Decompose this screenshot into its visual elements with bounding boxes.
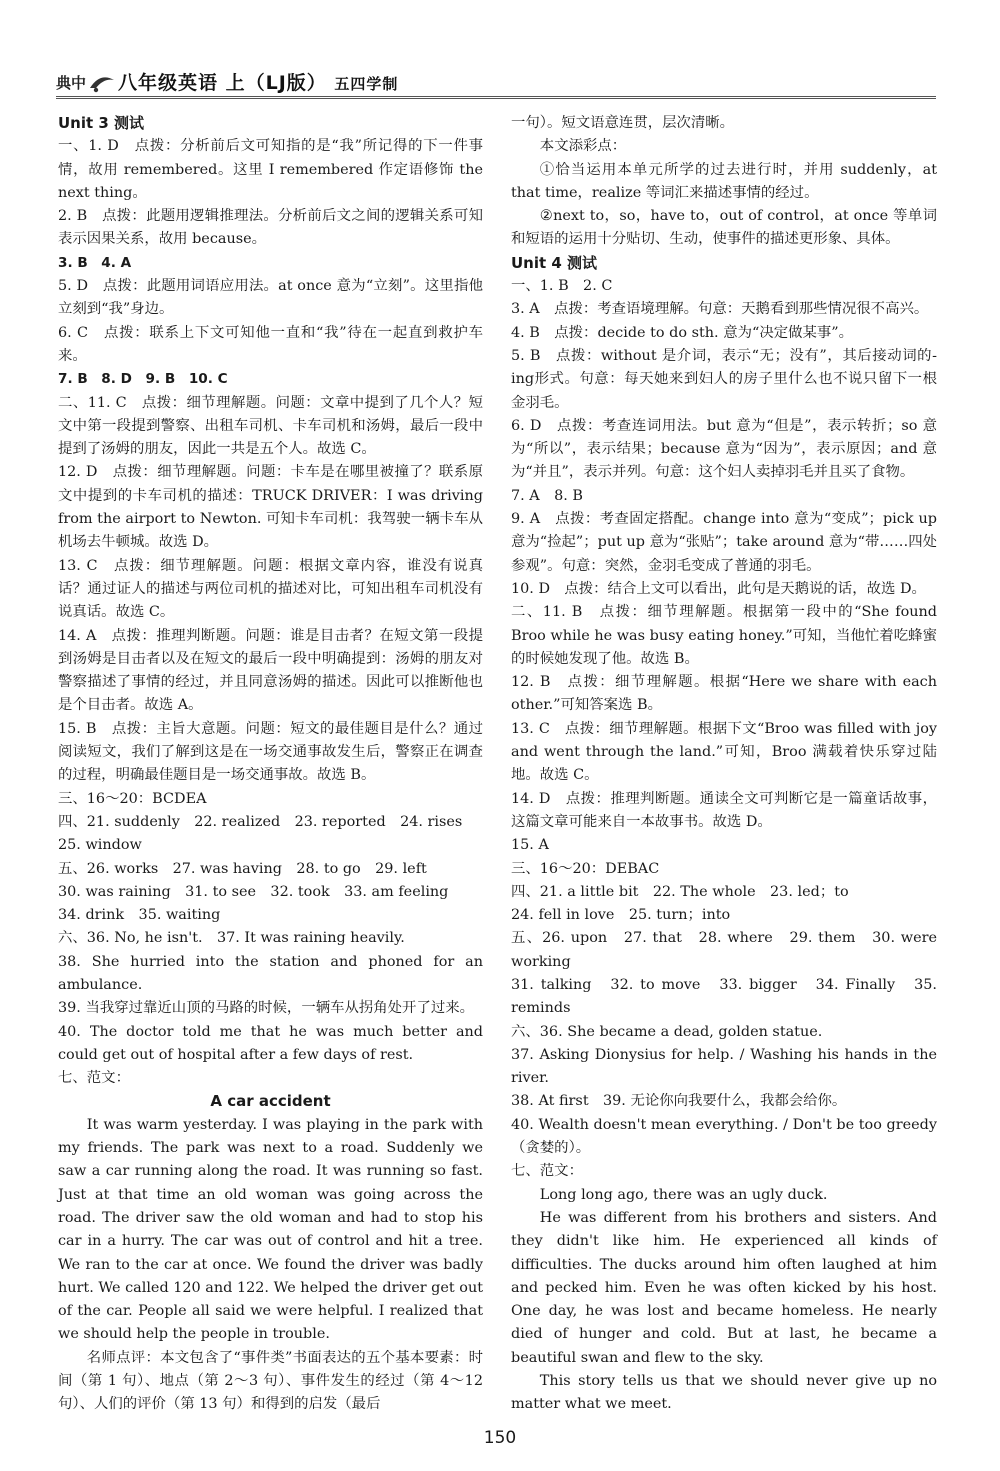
answer-item: 24. fell in love 25. turn；into [511, 907, 731, 924]
answer-item: 25. window [58, 837, 142, 854]
essay-text: He was different from his brothers and sisters. And they didn't like him. He experienced all kinds of difficulties. The ducks around him often laughed at him and pecked him. Even he was often kicked by his host. One day, he was lost and became homeless. He nearly died of hunger and cold. But at last, he became a beautiful swan and flew to the sky. [511, 1209, 937, 1366]
answer-item: 二、11. C 点拨：细节理解题。问题：文章中提到了几个人？短文中第一段提到警察、出租车司机、卡车司机和汤姆，最后一段中提到了汤姆的朋友，因此一共是五个人。故选 C。 [58, 394, 483, 458]
essay-text: This story tells us that we should never give up no matter what we meet. [511, 1373, 937, 1413]
answer-item: 七、范文： [511, 1163, 583, 1180]
answer-item: 39. 当我穿过靠近山顶的马路的时候，一辆车从拐角处开了过来。 [58, 1000, 475, 1017]
page-header [56, 68, 946, 96]
teacher-comment: 名师点评：本文包含了“事件类”书面表达的五个基本要素：时间（第 1 句）、地点（第 2～3 句）、事件发生的经过（第 4～12 句）、人们的评价（第 13 句）和得到的启发（最后 [58, 1349, 483, 1413]
answer-item: 五、26. works 27. was having 28. to go 29. left [58, 860, 427, 877]
highlight-title: 本文添彩点： [539, 138, 627, 155]
answer-item: 34. drink 35. waiting [58, 907, 221, 924]
left-column [58, 112, 483, 1417]
answer-item: 五、26. upon 27. that 28. where 29. them 30. were working [511, 930, 937, 970]
highlight-point: ①恰当运用本单元所学的过去进行时，并用 suddenly，at that time，realize 等词汇来描述事情的经过。 [511, 161, 937, 201]
answer-item: 四、21. a little bit 22. The whole 23. led；to [511, 883, 849, 900]
answer-item: 四、21. suddenly 22. realized 23. reported 24. rises [58, 813, 463, 830]
answer-item: 38. She hurried into the station and phoned for an ambulance. [58, 953, 483, 993]
page-number: 150 [483, 1428, 517, 1448]
answer-item: 30. was raining 31. to see 32. took 33. am feeling [58, 883, 449, 900]
answer-item: 6. C 点拨：联系上下文可知他一直和“我”待在一起直到救护车来。 [58, 324, 483, 364]
header-title: 八年级英语 上（LJ版） 五四学制 [118, 72, 399, 94]
answer-item: 31. talking 32. to move 33. bigger 34. Finally 35. reminds [511, 976, 937, 1017]
answer-item: 13. C 点拨：细节理解题。根据下文“Broo was filled with joy and went through the land.”可知，Broo 满载着快乐穿过陆地。故选 C。 [511, 720, 937, 784]
answer-item: 六、36. No, he isn't. 37. It was raining heavily. [58, 930, 405, 947]
answer-item: 10. D 点拨：结合上文可以看出，此句是天鹅说的话，故选 D。 [511, 580, 926, 597]
svg-text:典中: 典中 [56, 74, 87, 92]
answer-item: 38. At first 39. 无论你向我要什么，我都会给你。 [511, 1093, 847, 1110]
essay-text: It was warm yesterday. I was playing in the park with my friends. The park was next to a road. Suddenly we saw a car running along the road. It was running so fast. Just at that time an old woman was going across the road. The driver saw the old woman and had to stop his car in a hurry. The car was out of control and hit a tree. We ran to the car at once. We found the driver was badly hurt. We called 120 and 122. We helped the driver get out of the car. People all said we were helpful. I realized that we should help the people in trouble. [58, 1116, 483, 1343]
answer-item: 三、16～20：BCDEA [58, 790, 207, 807]
answer-item: 一、1. B 2. C [511, 278, 613, 295]
answer-item: 三、16～20：DEBAC [511, 860, 660, 877]
comment-continued: 一句）。短文语意连贯，层次清晰。 [511, 115, 735, 131]
unit-title: Unit 3 测试 [58, 114, 145, 132]
answer-item: 40. The doctor told me that he was much better and could get out of hospital after a few days of rest. [58, 1023, 483, 1063]
answer-item: 14. D 点拨：推理判断题。通读全文可判断它是一篇童话故事，这篇文章可能来自一本故事书。故选 D。 [511, 790, 937, 830]
answer-item: 15. B 点拨：主旨大意题。问题：短文的最佳题目是什么？通过阅读短文，我们了解到这是在一场交通事故发生后，警察正在调查的过程，明确最佳题目是一场交通事故。故选 B。 [58, 720, 483, 784]
answer-item: 5. B 点拨：without 是介词，表示“无；没有”，其后接动词的-ing形式。句意：每天她来到妇人的房子里什么也不说只留下一根金羽毛。 [511, 347, 937, 411]
answer-item: 9. A 点拨：考查固定搭配。change into 意为“变成”；pick up 意为“捡起”；put up 意为“张贴”；take around 意为“带……四处参观”。句意：突然，金羽毛变成了普通的羽毛。 [511, 511, 937, 574]
answer-item: 7. B 8. D 9. B 10. C [58, 371, 228, 388]
answer-item: 4. B 点拨：decide to do sth. 意为“决定做某事”。 [511, 324, 854, 341]
answer-item: 6. D 点拨：考查连词用法。but 意为“但是”，表示转折；so 意为“所以”，表示结果；because 意为“因为”，表示原因；and 意为“并且”，表示并列。句意：这个妇人卖掉羽毛并且买了食物。 [511, 417, 937, 481]
answer-item: 六、36. She became a dead, golden statue. [511, 1023, 823, 1040]
answer-item: 13. C 点拨：细节理解题。问题：根据文章内容，谁没有说真话？通过证人的描述与两位司机的描述对比，可知出租车司机没有说真话。故选 C。 [58, 557, 483, 621]
answer-item: 2. B 点拨：此题用逻辑推理法。分析前后文之间的逻辑关系可知表示因果关系，故用 because。 [58, 208, 483, 248]
answer-item: 二、11. B 点拨：细节理解题。根据第一段中的“She found Broo while he was busy eating honey.”可知，当他忙着吃蜂蜜的时候她发现了他。故选 B。 [511, 604, 937, 667]
essay-text: Long long ago, there was an ugly duck. [539, 1186, 828, 1203]
answer-item: 一、1. D 点拨：分析前后文可知指的是“我”所记得的下一件事情，故用 remembered。这里 I remembered 作定语修饰 the next thing。 [58, 138, 483, 201]
answer-item: 12. D 点拨：细节理解题。问题：卡车是在哪里被撞了？联系原文中提到的卡车司机的描述：TRUCK DRIVER：I was driving from the airport to Newton. 可知卡车司机：我驾驶一辆卡车从机场去牛顿城。故选 D。 [58, 464, 483, 551]
answer-item: 7. A 8. B [511, 487, 583, 504]
answer-item: 40. Wealth doesn't mean everything. / Don't be too greedy（贪婪的）。 [511, 1116, 937, 1157]
unit-title: Unit 4 测试 [511, 253, 598, 272]
essay-title: A car accident [210, 1092, 331, 1111]
right-column [511, 112, 937, 1417]
answer-item: 3. A 点拨：考查语境理解。句意：天鹅看到那些情况很不高兴。 [511, 301, 929, 318]
answer-item: 3. B 4. A [58, 254, 132, 271]
answer-item: 七、范文： [58, 1070, 130, 1087]
answer-item: 15. A [511, 837, 549, 854]
answer-item: 14. A 点拨：推理判断题。问题：谁是目击者？在短文第一段提到汤姆是目击者以及在短文的最后一段中明确提到：汤姆的朋友对警察描述了事情的经过，并且同意汤姆的描述。因此可以推断他也是个目击者。故选 A。 [58, 627, 483, 714]
highlight-point: ②next to，so，have to，out of control，at once 等单词和短语的运用十分贴切、生动，使事件的描述更形象、具体。 [511, 208, 937, 248]
answer-item: 5. D 点拨：此题用词语应用法。at once 意为“立刻”。这里指他立刻到“我”身边。 [58, 278, 483, 318]
brand-logo-icon [56, 70, 116, 94]
answer-item: 37. Asking Dionysius for help. / Washing his hands in the river. [511, 1046, 937, 1087]
header-rule [56, 96, 936, 99]
answer-item: 12. B 点拨：细节理解题。根据“Here we share with each other.”可知答案选 B。 [511, 674, 937, 714]
